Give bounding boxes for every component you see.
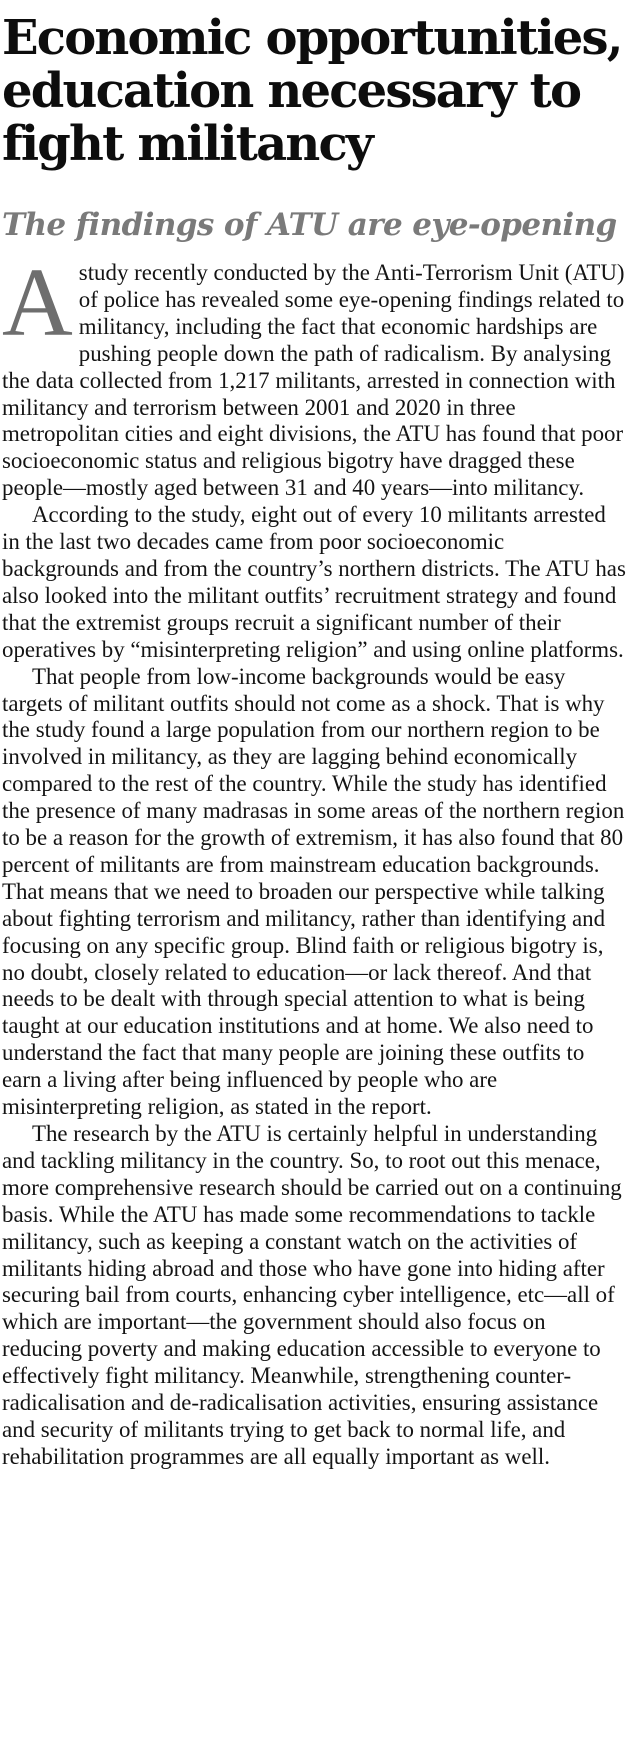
paragraph-1 (2, 249, 626, 502)
article (2, 0, 626, 1471)
paragraph-1-text: study recently conducted by the Anti-Terrorism Unit (ATU) of police has revealed some eye-opening findings related to militancy, including the fact that economic hardships are pushing people down the path of radicalism. By analysing the data collected from 1,217 militants, arrested in connection with militancy and terrorism between 2001 and 2020 in three metropolitan cities and eight divisions, the ATU has found that poor socioeconomic status and religious bigotry have dragged these people—mostly aged between 31 and 40 years—into militancy. (2, 260, 625, 501)
article-body (2, 249, 626, 1471)
drop-cap: A (2, 249, 73, 357)
headline: Economic opportunities, education necessary to fight militancy (2, 10, 622, 172)
subheadline: The findings of ATU are eye-opening (2, 207, 617, 243)
paragraph-3: That people from low-income backgrounds would be easy targets of militant outfits should not come as a shock. That is why the study found a large population from our northern region to be involved in militancy, as they are lagging behind economically compared to the rest of the country. While the study has identified the presence of many madrasas in some areas of the northern region to be a reason for the growth of extremism, it has also found that 80 percent of militants are from mainstream education backgrounds. That means that we need to broaden our perspective while talking about fighting terrorism and militancy, rather than identifying and focusing on any specific group. Blind faith or religious bigotry is, no doubt, closely related to education—or lack thereof. And that needs to be dealt with through special attention to what is being taught at our education institutions and at home. We also need to understand the fact that many people are joining these outfits to earn a living after being influenced by people who are misinterpreting religion, as stated in the report. (2, 663, 625, 1120)
paragraph-4: The research by the ATU is certainly helpful in understanding and tackling militancy in the country. So, to root out this menace, more comprehensive research should be carried out on a continuing basis. While the ATU has made some recommendations to tackle militancy, such as keeping a constant watch on the activities of militants hiding abroad and those who have gone into hiding after securing bail from courts, enhancing cyber intelligence, etc—all of which are important—the government should also focus on reducing poverty and making education accessible to everyone to effectively fight militancy. Meanwhile, strengthening counter-radicalisation and de-radicalisation activities, ensuring assistance and security of militants trying to get back to normal life, and rehabilitation programmes are all equally important as well. (2, 1121, 622, 1469)
paragraph-2: According to the study, eight out of every 10 militants arrested in the last two decades came from poor socioeconomic backgrounds and from the country’s northern districts. The ATU has also looked into the militant outfits’ recruitment strategy and found that the extremist groups recruit a significant number of their operatives by “misinterpreting religion” and using online platforms. (2, 502, 626, 662)
